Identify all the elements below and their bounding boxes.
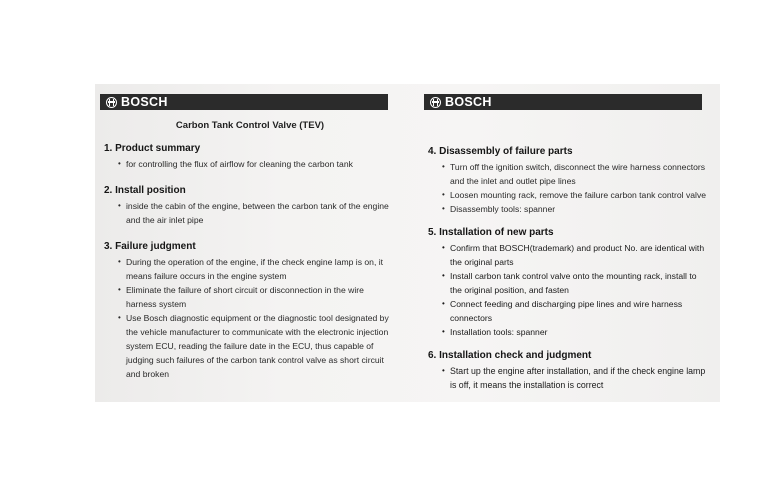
list-item: • Install carbon tank control valve onto the mounting rack, install to the original position, and fasten xyxy=(428,269,709,297)
brand-header-bar xyxy=(424,94,702,110)
bosch-logo-icon xyxy=(106,97,117,108)
list-item: • Installation tools: spanner xyxy=(428,325,709,339)
brand-name: BOSCH xyxy=(121,95,168,109)
section-product-summary xyxy=(104,143,390,171)
list-item: • Use Bosch diagnostic equipment or the diagnostic tool designated by the vehicle manufacturer to communicate with the electronic injection system ECU, reading the failure date in the ECU, thus capable of judging such failures of the carbon tank control valve as short circuit and broken xyxy=(104,311,390,381)
document-title: Carbon Tank Control Valve (TEV) xyxy=(175,120,325,131)
list-item: • Loosen mounting rack, remove the failure carbon tank control valve xyxy=(428,188,709,202)
section-heading: 2. Install position xyxy=(104,185,186,196)
brand-name: BOSCH xyxy=(445,95,492,109)
list-item: • Confirm that BOSCH(trademark) and product No. are identical with the original parts xyxy=(428,241,709,269)
section-heading: 1. Product summary xyxy=(104,143,201,154)
section-installation-new-parts xyxy=(428,227,709,339)
section-heading: 5. Installation of new parts xyxy=(428,227,554,238)
list-item: • inside the cabin of the engine, between the carbon tank of the engine and the air inlet pipe xyxy=(104,199,390,227)
section-disassembly xyxy=(428,146,709,216)
left-page xyxy=(100,94,390,395)
section-heading: 4. Disassembly of failure parts xyxy=(428,146,573,157)
list-item: • Turn off the ignition switch, disconnect the wire harness connectors and the inlet and outlet pipe lines xyxy=(428,160,709,188)
list-item: • Eliminate the failure of short circuit or disconnection in the wire harness system xyxy=(104,283,390,311)
section-installation-check xyxy=(428,350,709,392)
right-page xyxy=(424,94,709,403)
section-install-position xyxy=(104,185,390,227)
list-item: • Connect feeding and discharging pipe lines and wire harness connectors xyxy=(428,297,709,325)
list-item: • During the operation of the engine, if the check engine lamp is on, it means failure occurs in the engine system xyxy=(104,255,390,283)
section-heading: 3. Failure judgment xyxy=(104,241,196,252)
section-heading: 6. Installation check and judgment xyxy=(428,350,592,361)
bosch-logo-icon xyxy=(430,97,441,108)
list-item: • for controlling the flux of airflow for cleaning the carbon tank xyxy=(104,157,390,171)
list-item: • Start up the engine after installation, and if the check engine lamp is off, it means the installation is correct xyxy=(428,364,709,392)
brand-header-bar xyxy=(100,94,388,110)
section-failure-judgment xyxy=(104,241,390,381)
list-item: • Disassembly tools: spanner xyxy=(428,202,709,216)
